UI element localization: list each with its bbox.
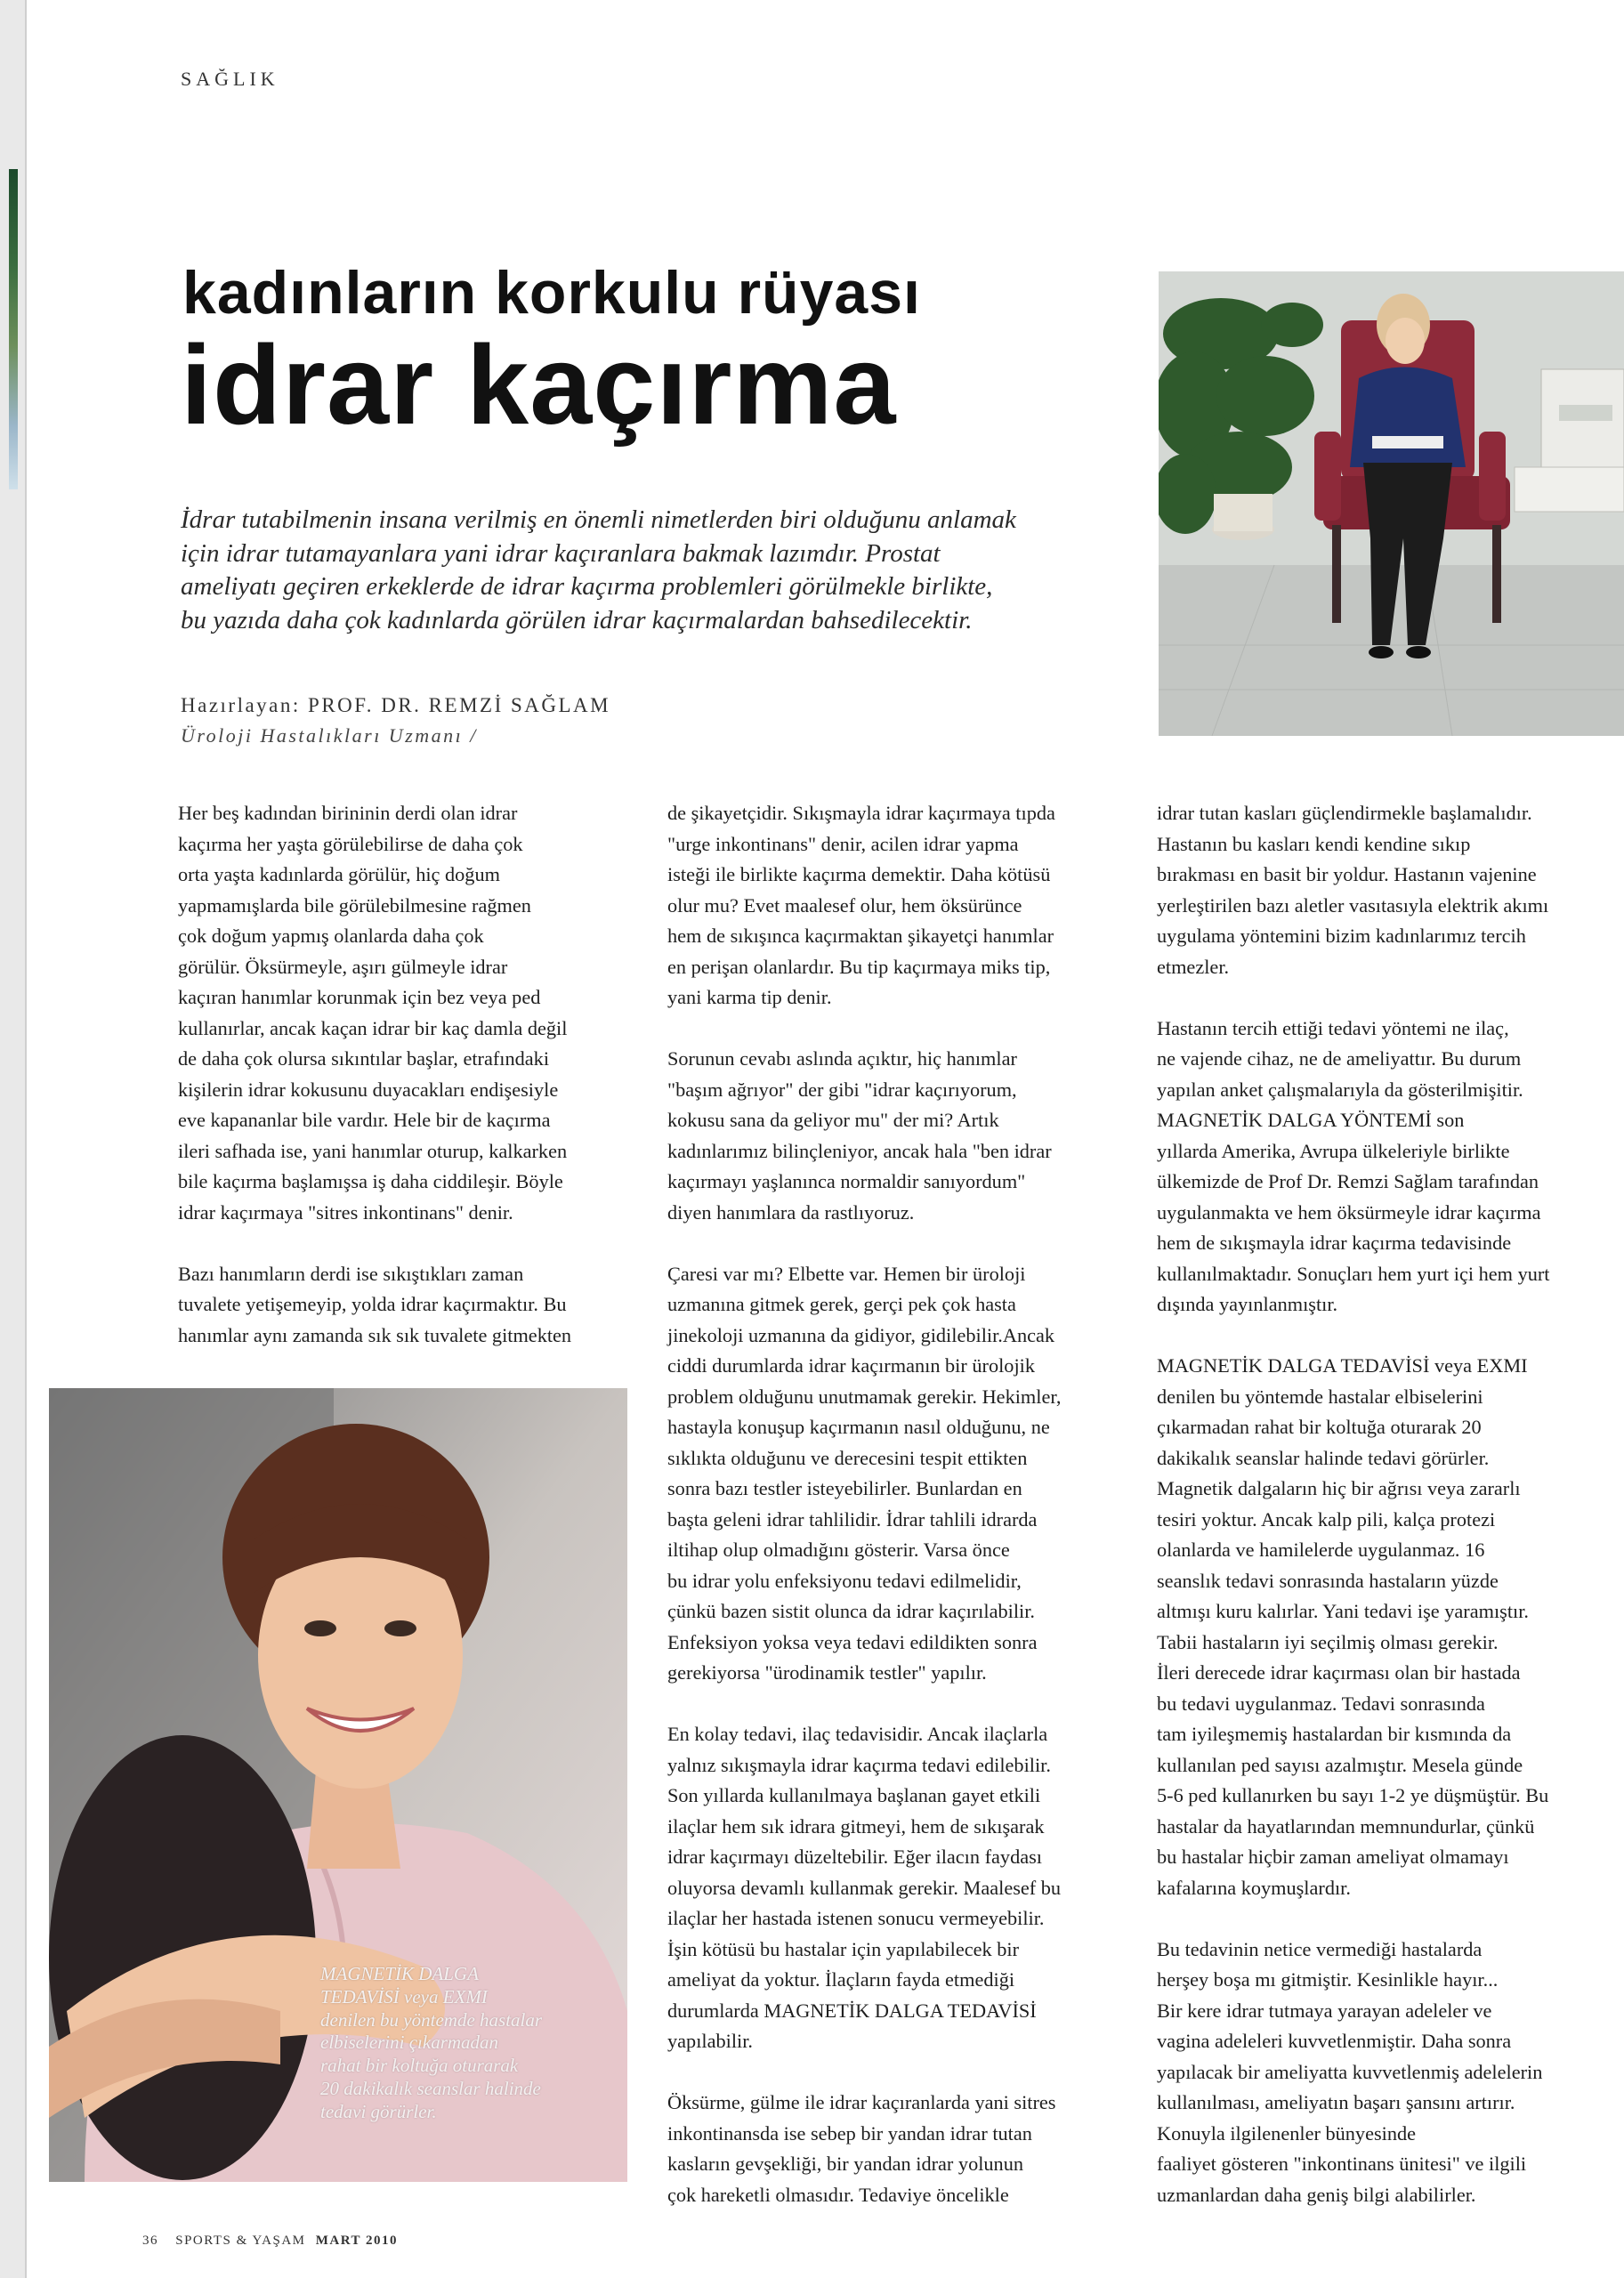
text-line: bu idrar yolu enfeksiyonu tedavi edilmelidir, — [667, 1569, 1022, 1592]
text-line: İşin kötüsü bu hastalar için yapılabilecek bir — [667, 1937, 1020, 1960]
text-line: altmışı kuru kalırlar. Yani tedavi işe yaramıştır. — [1157, 1600, 1530, 1622]
text-line: idrar kaçırmaya "sitres inkontinans" denir. — [178, 1200, 513, 1224]
text-line: bu hastalar hiçbir zaman ameliyat olmamayı — [1157, 1846, 1509, 1868]
text-line: seanslık tedavi sonrasında hastaların yüzde — [1157, 1569, 1499, 1592]
text-line: jinekoloji uzmanına da gidiyor, gidilebilir.Ancak — [667, 1323, 1055, 1346]
text-line: yıllarda Amerika, Avrupa ülkeleriyle birlikte — [1157, 1139, 1510, 1162]
paragraph — [667, 798, 1121, 1014]
text-line: inkontinansda ise sebep bir yandan idrar tutan — [667, 2121, 1032, 2145]
text-line: kaçıran hanımlar korunmak için bez veya ped — [178, 986, 541, 1008]
text-line: yani karma tip denir. — [667, 986, 832, 1008]
text-line: yapılan anket çalışmalarıyla da gösterilmişitir. — [1157, 1078, 1523, 1101]
text-line: ciddi durumlarda idrar kaçırmanın bir ürolojik — [667, 1354, 1035, 1377]
paragraph — [667, 1719, 1121, 2057]
photo-woman-reading — [1159, 271, 1624, 736]
text-line: kullanılması, ameliyatın başarı şansını artırır. — [1157, 2091, 1515, 2113]
body-column-2 — [667, 798, 1121, 2242]
caption-line: MAGNETİK DALGA — [320, 1963, 479, 1984]
photo-caption — [320, 1963, 614, 2124]
byline-label: Hazırlayan: — [181, 694, 301, 716]
text-line: faaliyet gösteren "inkontinans ünitesi" ve ilgili — [1157, 2153, 1527, 2175]
paragraph — [1157, 798, 1620, 982]
text-line: kullanırlar, ancak kaçan idrar bir kaç damla değil — [178, 1016, 568, 1039]
text-line: MAGNETİK DALGA YÖNTEMİ son — [1157, 1109, 1465, 1131]
paragraph — [1157, 1014, 1620, 1321]
text-line: Hastanın bu kasları kendi kendine sıkıp — [1157, 832, 1471, 855]
text-line: kişilerin idrar kokusunu duyacakları endişesiyle — [178, 1078, 559, 1101]
text-line: kafalarına koymuşlardır. — [1157, 1876, 1351, 1899]
text-line: uygulama yöntemini bizim kadınlarımız tercih — [1157, 925, 1526, 947]
text-line: Magnetik dalgaların hiç bir ağrısı veya zararlı — [1157, 1477, 1521, 1499]
text-line: denilen bu yöntemde hastalar elbiselerini — [1157, 1385, 1483, 1408]
text-line: uzmanlardan daha geniş bilgi alabilirler. — [1157, 2183, 1476, 2206]
byline — [181, 694, 610, 717]
paragraph — [667, 1044, 1121, 1228]
text-line: Bu tedavinin netice vermediği hastalarda — [1157, 1937, 1483, 1960]
text-line: Her beş kadından birininin derdi olan idrar — [178, 802, 518, 824]
text-line: ne vajende cihaz, ne de ameliyattır. Bu durum — [1157, 1047, 1522, 1070]
text-line: dakikalık seanslar halinde tedavi görürler. — [1157, 1446, 1490, 1469]
paragraph — [1157, 1351, 1620, 1903]
text-line: ileri safhada ise, yani hanımlar oturup, kalkarken — [178, 1139, 568, 1162]
text-line: ilaçlar hem sık idrara gitmeyi, hem de sıkışarak — [667, 1814, 1045, 1838]
page-edge-strip — [9, 169, 18, 489]
text-line: uzmanına gitmek gerek, gerçi pek çok hasta — [667, 1293, 1016, 1315]
text-line: En kolay tedavi, ilaç tedavisidir. Ancak ilaçlarla — [667, 1723, 1048, 1745]
text-line: Çaresi var mı? Elbette var. Hemen bir üroloji — [667, 1262, 1026, 1285]
headline-line2: idrar kaçırma — [181, 322, 897, 448]
magazine-name: SPORTS & YAŞAM — [175, 2234, 306, 2248]
text-line: hanımlar aynı zamanda sık sık tuvalete gitmekten — [178, 1323, 572, 1346]
text-line: Bazı hanımların derdi ise sıkıştıkları zaman — [178, 1262, 524, 1285]
text-line: çok doğum yapmış olanlarda daha çok — [178, 925, 484, 947]
text-line: Enfeksiyon yoksa veya tedavi edildikten sonra — [667, 1630, 1038, 1653]
text-line: tam iyileşmemiş hastalardan bir kısmında da — [1157, 1723, 1512, 1745]
text-line: olur mu? Evet maalesef olur, hem öksürünce — [667, 893, 1022, 917]
text-line: diyen hanımlara da rastlıyoruz. — [667, 1200, 915, 1224]
text-line: Tabii hastaların iyi seçilmiş olması gerekir. — [1157, 1630, 1499, 1653]
text-line: çok hareketli olmasıdır. Tedaviye öncelikle — [667, 2183, 1009, 2206]
section-label: SAĞLIK — [181, 68, 279, 90]
text-line: başta geleni idrar tahlilidir. İdrar tahlili idrarda — [667, 1507, 1038, 1531]
text-line: Sorunun cevabı aslında açıktır, hiç hanımlar — [667, 1047, 1017, 1070]
text-line: Bir kere idrar tutmaya yarayan adeleler ve — [1157, 1999, 1492, 2022]
text-line: uygulanmakta ve hem öksürmeyle idrar kaçırma — [1157, 1200, 1541, 1224]
text-line: iltihap olup olmadığını gösterir. Varsa önce — [667, 1539, 1010, 1561]
text-line: etmezler. — [1157, 955, 1230, 978]
text-line: yapmamışlarda bile görülebilmesine rağmen — [178, 893, 531, 917]
text-line: tuvalete yetişemeyip, yolda idrar kaçırmaktır. Bu — [178, 1293, 567, 1315]
text-line: "urge inkontinans" denir, acilen idrar yapma — [667, 832, 1019, 855]
paragraph — [1157, 1935, 1620, 2211]
text-line: durumlarda MAGNETİK DALGA TEDAVİSİ — [667, 1999, 1037, 2022]
text-line: "başım ağrıyor" der gibi "idrar kaçırıyorum, — [667, 1078, 1017, 1101]
text-line: de şikayetçidir. Sıkışmayla idrar kaçırmaya tıpda — [667, 802, 1055, 824]
paragraph — [667, 1259, 1121, 1689]
caption-line: rahat bir koltuğa oturarak — [320, 2055, 519, 2077]
text-line: Konuyla ilgilenenler bünyesinde — [1157, 2121, 1417, 2145]
text-line: sonra bazı testler isteyebilirler. Bunlardan en — [667, 1477, 1022, 1499]
lede-line: bu yazıda daha çok kadınlarda görülen idrar kaçırmalardan bahsedilecektir. — [181, 605, 973, 634]
byline-name: PROF. DR. REMZİ SAĞLAM — [308, 694, 611, 716]
text-line: çünkü bazen sistit olunca da idrar kaçırılabilir. — [667, 1600, 1035, 1622]
text-line: bu tedavi uygulanmaz. Tedavi sonrasında — [1157, 1692, 1485, 1715]
text-line: dışında yayınlanmıştır. — [1157, 1293, 1338, 1315]
text-line: yerleştirilen bazı aletler vasıtasıyla elektrik akımı — [1157, 893, 1549, 917]
page-number: 36 — [142, 2234, 158, 2248]
text-line: kokusu sana da geliyor mu" der mi? Artık — [667, 1109, 999, 1131]
caption-line: denilen bu yöntemde hastalar — [320, 2008, 543, 2031]
text-line: vagina adeleleri kuvvetlenmiştir. Daha sonra — [1157, 2030, 1512, 2052]
text-line: ameliyat da yoktur. İlaçların fayda etmediği — [667, 1968, 1015, 1991]
text-line: oluyorsa devamlı kullanmak gerekir. Maalesef bu — [667, 1876, 1062, 1899]
text-line: hem de sıkışınca kaçırmaktan şikayetçi hanımlar — [667, 925, 1054, 947]
text-line: herşey boşa mı gitmiştir. Kesinlikle hayır... — [1157, 1968, 1499, 1991]
text-line: ilaçlar her hastada istenen sonucu vermeyebilir. — [667, 1907, 1045, 1929]
text-line: de daha çok olursa sıkıntılar başlar, etrafındaki — [178, 1047, 550, 1070]
lede-line: ameliyatı geçiren erkeklerde de idrar kaçırma problemleri görülmekle birlikte, — [181, 572, 993, 601]
text-line: kaçırma her yaşta görülebilirse de daha çok — [178, 832, 523, 855]
text-line: bırakması en basit bir yoldur. Hastanın vajenine — [1157, 863, 1537, 885]
text-line: sıklıkta olduğunu ve derecesini tespit ettikten — [667, 1446, 1028, 1469]
caption-line: elbiselerini çıkarmadan — [320, 2032, 499, 2054]
text-line: hem de sıkışmayla idrar kaçırma tedavisinde — [1157, 1232, 1512, 1254]
text-line: Hastanın tercih ettiği tedavi yöntemi ne ilaç, — [1157, 1016, 1509, 1039]
lede-line: İdrar tutabilmenin insana verilmiş en önemli nimetlerden biri olduğunu anlamak — [181, 505, 1016, 534]
lede-line: için idrar tutamayanlara yani idrar kaçıranlara bakmak lazımdır. Prostat — [181, 538, 941, 568]
text-line: MAGNETİK DALGA TEDAVİSİ veya EXMI — [1157, 1354, 1528, 1377]
paragraph — [178, 1259, 623, 1352]
text-line: kullanılan ped sayısı azalmıştır. Mesela günde — [1157, 1753, 1523, 1776]
text-line: olanlarda ve hamilelerde uygulanmaz. 16 — [1157, 1539, 1485, 1561]
text-line: hastalar da hayatlarından memnundurlar, çünkü — [1157, 1814, 1535, 1838]
text-line: bile kaçırma başlamışsa iş daha ciddileşir. Böyle — [178, 1170, 563, 1192]
text-line: Son yıllarda kullanılmaya başlanan gayet etkili — [667, 1784, 1041, 1806]
text-line: kaçırmayı yaşlanınca normaldir sanıyordum" — [667, 1170, 1026, 1192]
text-line: idrar kaçırmayı düzeltebilir. Eğer ilacın faydası — [667, 1846, 1042, 1868]
text-line: kadınlarımız bilinçleniyor, ancak hala "ben idrar — [667, 1139, 1052, 1162]
text-line: tesiri yoktur. Ancak kalp pili, kalça protezi — [1157, 1507, 1496, 1531]
page-footer — [142, 2234, 398, 2249]
text-line: problem olduğunu unutmamak gerekir. Hekimler, — [667, 1385, 1062, 1408]
page-edge-line — [25, 0, 27, 2278]
text-line: gerekiyorsa "ürodinamik testler" yapılır. — [667, 1661, 987, 1684]
paragraph — [667, 2088, 1121, 2210]
body-column-1 — [178, 798, 623, 1382]
paragraph — [178, 798, 623, 1228]
issue-date: MART 2010 — [315, 2234, 399, 2248]
body-column-3 — [1157, 798, 1620, 2242]
headline-line1: kadınların korkulu rüyası — [182, 259, 921, 327]
text-line: hastayla konuşup kaçırmanın nasıl olduğunu, ne — [667, 1416, 1050, 1438]
text-line: Öksürme, gülme ile idrar kaçıranlarda yani sitres — [667, 2091, 1056, 2113]
photo-woman-reading-illustration — [1159, 271, 1624, 736]
byline-role: Üroloji Hastalıkları Uzmanı / — [181, 724, 478, 747]
lede — [181, 504, 1124, 637]
text-line: ülkemizde de Prof Dr. Remzi Sağlam tarafından — [1157, 1170, 1539, 1192]
text-line: çıkarmadan rahat bir koltuğa oturarak 20 — [1157, 1416, 1482, 1438]
text-line: yalnız sıkışmayla idrar kaçırma tedavi edilebilir. — [667, 1753, 1051, 1776]
text-line: isteği ile birlikte kaçırma demektir. Daha kötüsü — [667, 863, 1051, 885]
text-line: yapılabilir. — [667, 2030, 753, 2052]
text-line: eve kapananlar bile vardır. Hele bir de kaçırma — [178, 1109, 551, 1131]
text-line: en perişan olanlardır. Bu tip kaçırmaya miks tip, — [667, 955, 1051, 978]
caption-line: tedavi görürler. — [320, 2100, 437, 2122]
text-line: İleri derecede idrar kaçırması olan bir hastada — [1157, 1661, 1521, 1684]
text-line: kullanılmaktadır. Sonuçları hem yurt içi hem yurt — [1157, 1262, 1550, 1285]
text-line: idrar tutan kasları güçlendirmekle başlamalıdır. — [1157, 802, 1532, 824]
text-line: 5-6 ped kullanırken bu sayı 1-2 ye düşmüştür. Bu — [1157, 1784, 1549, 1806]
caption-line: 20 dakikalık seanslar halinde — [320, 2077, 541, 2099]
caption-line: TEDAVİSİ veya EXMI — [320, 1985, 488, 2007]
text-line: görülür. Öksürmeyle, aşırı gülmeyle idrar — [178, 955, 508, 978]
text-line: kasların gevşekliği, bir yandan idrar yolunun — [667, 2153, 1024, 2175]
text-line: yapılacak bir ameliyatta kuvvetlenmiş adelelerin — [1157, 2060, 1543, 2083]
text-line: orta yaşta kadınlarda görülür, hiç doğum — [178, 863, 500, 885]
